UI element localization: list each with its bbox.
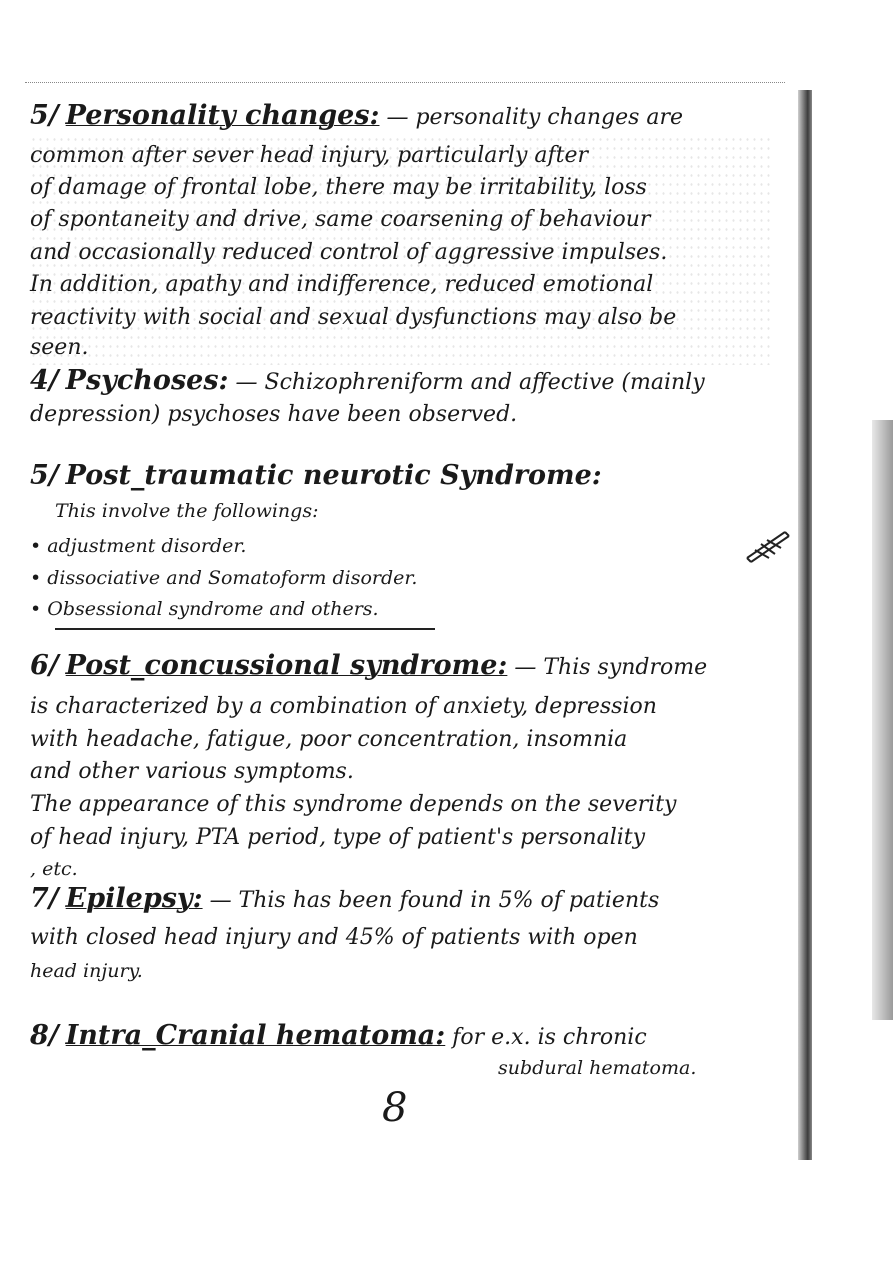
text-line: of damage of frontal lobe, there may be irritability, loss — [30, 175, 647, 200]
section-text: for e.x. is chronic — [452, 1025, 647, 1050]
section-post-traumatic-heading-line: 5/ Post_traumatic neurotic Syndrome: — [30, 460, 602, 491]
section-heading: Post_concussional syndrome: — [65, 650, 508, 681]
bullet-item: • adjustment disorder. — [30, 535, 247, 557]
bullet-item: • dissociative and Somatoform disorder. — [30, 567, 418, 589]
section-heading: Psychoses: — [65, 365, 229, 396]
section-number: 7 — [30, 883, 49, 914]
section-personality-heading-line: 5/ Personality changes: — personality changes are — [30, 100, 684, 131]
top-rule — [25, 82, 785, 83]
section-number: 8 — [30, 1020, 49, 1051]
section-number: 5 — [30, 460, 49, 491]
page-binding-shadow — [798, 90, 812, 1160]
section-post-concussional-heading-line: 6/ Post_concussional syndrome: — This syndrome — [30, 650, 708, 681]
scribble-mark — [745, 528, 791, 564]
section-psychoses-heading-line: 4/ Psychoses: — Schizophreniform and affective (mainly — [30, 365, 705, 396]
text-line: and other various symptoms. — [30, 759, 354, 784]
text-line: of spontaneity and drive, same coarsening of behaviour — [30, 207, 651, 232]
underline-rule — [55, 628, 435, 630]
text-line: In addition, apathy and indifference, reduced emotional — [30, 272, 654, 297]
section-text: — This syndrome — [514, 655, 708, 680]
text-line: This involve the followings: — [55, 500, 319, 522]
text-line: common after sever head injury, particularly after — [30, 143, 589, 168]
text-line: head injury. — [30, 960, 143, 982]
text-line: The appearance of this syndrome depends on the severity — [30, 792, 677, 817]
section-text: — Schizophreniform and affective (mainly — [235, 370, 705, 395]
section-number: 4 — [30, 365, 49, 396]
text-line: and occasionally reduced control of aggressive impulses. — [30, 240, 668, 265]
section-intracranial-heading-line: 8/ Intra_Cranial hematoma: for e.x. is chronic — [30, 1020, 647, 1051]
section-text: — personality changes are — [386, 105, 684, 130]
section-heading: Post_traumatic neurotic Syndrome: — [65, 460, 602, 491]
bullet-item: • Obsessional syndrome and others. — [30, 598, 379, 620]
text-line: with closed head injury and 45% of patients with open — [30, 925, 638, 950]
text-line: depression) psychoses have been observed. — [30, 402, 518, 427]
scan-edge-shadow — [872, 420, 893, 1020]
section-epilepsy-heading-line: 7/ Epilepsy: — This has been found in 5% of patients — [30, 883, 660, 914]
text-line: seen. — [30, 335, 89, 360]
text-line: of head injury, PTA period, type of patient's personality — [30, 825, 646, 850]
text-line: subdural hematoma. — [498, 1057, 697, 1079]
section-text: — This has been found in 5% of patients — [209, 888, 660, 913]
section-heading: Intra_Cranial hematoma: — [65, 1020, 446, 1051]
section-number: 6 — [30, 650, 49, 681]
text-line: reactivity with social and sexual dysfunctions may also be — [30, 305, 677, 330]
section-number: 5 — [30, 100, 49, 131]
text-line: with headache, fatigue, poor concentration, insomnia — [30, 727, 628, 752]
text-line: , etc. — [30, 858, 78, 880]
section-heading: Personality changes: — [65, 100, 380, 131]
section-heading: Epilepsy: — [65, 883, 203, 914]
page-number: 8 — [382, 1085, 408, 1131]
text-line: is characterized by a combination of anxiety, depression — [30, 694, 657, 719]
